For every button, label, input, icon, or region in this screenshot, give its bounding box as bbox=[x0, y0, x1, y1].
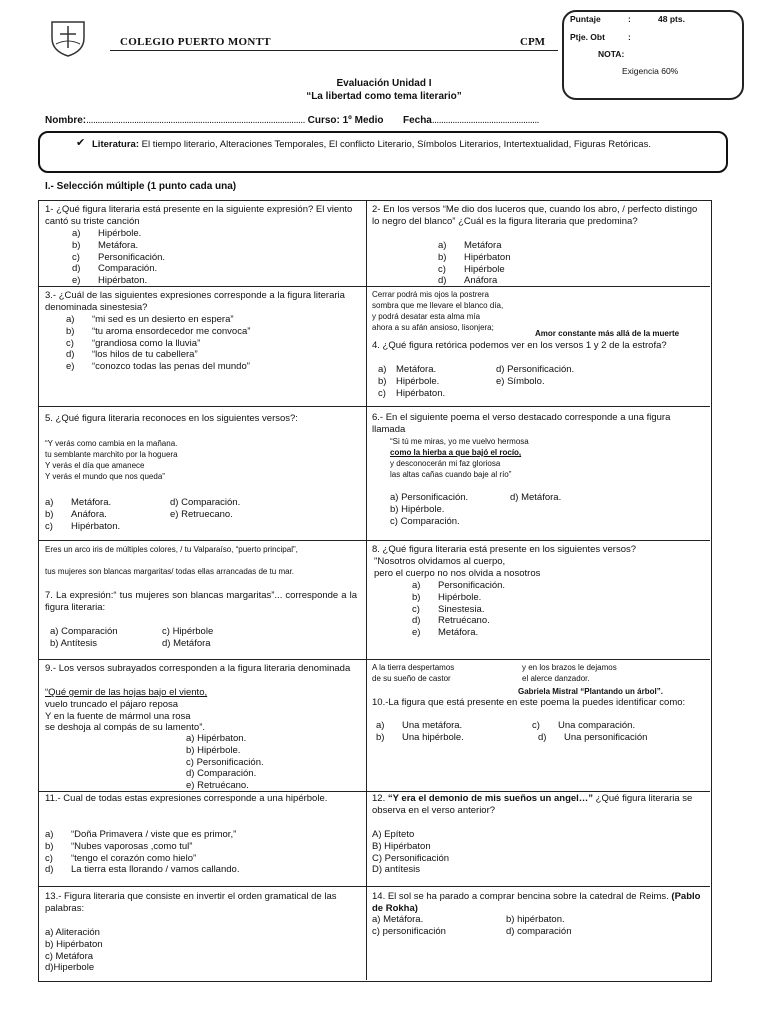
question-13: 13.- Figura literaria que consiste en invertir el orden gramatical de las palabras: bbox=[45, 891, 337, 914]
q6-options-left: a) Personificación. b) Hipérbole. c) Comparación. bbox=[390, 492, 469, 527]
q4-poem: Cerrar podrá mis ojos la postrera sombra que me llevare el blanco día, y podrá desatar esta alma mía ahora a su afán ansioso, lisonjera; bbox=[372, 290, 504, 332]
q8-options: a) Personificación. b) Hipérbole. c) Sinestesia. d) Retruécano. e) Metáfora. bbox=[412, 580, 506, 639]
q10-options-left: a) Una metáfora. b) Una hipérbole. bbox=[376, 720, 464, 743]
question-14: 14. El sol se ha parado a comprar bencina sobre la catedral de Reims. (Pablo de Rokha) bbox=[372, 891, 701, 914]
obtained-colon: : bbox=[628, 32, 631, 42]
school-code: CPM bbox=[520, 36, 546, 48]
student-info-line bbox=[45, 115, 539, 126]
q4-options-right: d) Personificación. e) Símbolo. bbox=[496, 364, 575, 387]
q7-options-left: a) Comparación b) Antítesis bbox=[50, 626, 118, 649]
column-divider bbox=[366, 200, 367, 980]
question-6: 6.- En el siguiente poema el verso destacado corresponde a una figura llamada bbox=[372, 412, 671, 435]
grade-label: NOTA: bbox=[598, 49, 625, 59]
q6-poem: “Si tú me miras, yo me vuelvo hermosa como la hierba a que bajó el rocío, y desconocerán mi faz gloriosa las altas cañas cuando baje al río” bbox=[390, 437, 529, 479]
row-divider bbox=[38, 540, 710, 541]
question-9: 9.- Los versos subrayados corresponden a la figura literaria denominada bbox=[45, 663, 351, 674]
name-label: Nombre: bbox=[45, 115, 87, 126]
q10-poem-right: y en los brazos le dejamos el alerce danzador. bbox=[522, 663, 617, 683]
section-title: I.- Selección múltiple (1 punto cada una) bbox=[45, 181, 237, 192]
row-divider bbox=[38, 791, 710, 792]
q11-options: a) “Doña Primavera / viste que es primor,” b) “Nubes vaporosas ,como tul” c) “tengo el corazón como hielo” d) La tierra esta llorando / vamos callando. bbox=[45, 829, 240, 876]
course-label: Curso: 1º Medio bbox=[307, 115, 384, 126]
q5-poem: “Y verás como cambia en la mañana. tu semblante marchito por la hoguera Y verás el día que amanece Y verás el mundo que nos queda” bbox=[45, 439, 178, 481]
school-crest-icon bbox=[48, 18, 88, 58]
date-field[interactable]: ............................................... bbox=[431, 115, 539, 126]
q9-poem: “Qué gemir de las hojas bajo el viento, vuelo truncado el pájaro reposa Y en la fuente de mármol una rosa se deshoja al compás de su lamento”. bbox=[45, 687, 208, 734]
question-7: 7. La expresión:“ tus mujeres son blancas margaritas”... corresponde a la figura literaria: bbox=[45, 590, 357, 613]
question-12: 12. “Y era el demonio de mis sueños un angel…” ¿Qué figura literaria se observa en el verso anterior? bbox=[372, 793, 693, 816]
q13-options: a) Aliteración b) Hipérbaton c) Metáfora d)Hiperbole bbox=[45, 927, 103, 974]
score-colon: : bbox=[628, 14, 631, 24]
question-2: 2- En los versos “Me dio dos luceros que, cuando los abro, / perfecto distingo lo negro del blanco” ¿Cuál es la figura literaria que predomina? bbox=[372, 204, 698, 227]
q4-options-left: a) Metáfora. b) Hipérbole. c) Hipérbaton. bbox=[378, 364, 446, 399]
q14-options-left: a) Metáfora. c) personificación bbox=[372, 914, 446, 937]
q1-options: a) Hipérbole. b) Metáfora. c) Personificación. d) Comparación. e) Hipérbaton. bbox=[72, 228, 166, 287]
q10-options-right: c) Una comparación. d) Una personificación bbox=[532, 720, 648, 743]
q7-options-right: c) Hipérbole d) Metáfora bbox=[162, 626, 214, 649]
q3-options: a) “mi sed es un desierto en espera” b) “tu aroma ensordecedor me convoca” c) “grandiosa como la lluvia” d) “los hilos de tu cabellera” e) “conozco todas las penas del mundo” bbox=[66, 314, 251, 373]
q10-author: Gabriela Mistral “Plantando un árbol”. bbox=[518, 687, 663, 696]
date-label: Fecha bbox=[402, 115, 432, 126]
topics-text: Literatura: El tiempo literario, Alteraciones Temporales, El conflicto Literario, Símbolos Literarios, Intertextualidad, Figuras Retóricas. bbox=[92, 139, 651, 150]
q5-options-right: d) Comparación. e) Retruecano. bbox=[170, 497, 241, 520]
requirement-label: Exigencia 60% bbox=[622, 66, 679, 76]
row-divider bbox=[38, 406, 710, 407]
q2-options: a) Metáfora b) Hipérbaton c) Hipérbole d) Anáfora bbox=[438, 240, 511, 287]
question-1: 1- ¿Qué figura literaria está presente en la siguiente expresión? El viento cantó su triste canción bbox=[45, 204, 353, 227]
exam-title: Evaluación Unidad I bbox=[336, 78, 432, 89]
q4-poem-title: Amor constante más allá de la muerte bbox=[535, 329, 680, 338]
q8-poem: "Nosotros olvidamos al cuerpo, pero el cuerpo no nos olvida a nosotros bbox=[374, 556, 541, 579]
q7-poem-line-2: tus mujeres son blancas margaritas/ todas ellas arrancadas de tu mar. bbox=[45, 567, 295, 576]
q5-options-left: a) Metáfora. b) Anáfora. c) Hipérbaton. bbox=[45, 497, 121, 532]
q6-options-right: d) Metáfora. bbox=[510, 492, 562, 503]
q14-options-right: b) hipérbaton. d) comparación bbox=[506, 914, 572, 937]
q12-options: A) Epíteto B) Hipérbaton C) Personificación D) antítesis bbox=[372, 829, 450, 876]
question-8: 8. ¿Qué figura literaria está presente en los siguientes versos? bbox=[372, 544, 637, 555]
question-11: 11.- Cual de todas estas expresiones corresponde a una hipérbole. bbox=[45, 793, 328, 804]
row-divider bbox=[38, 886, 710, 887]
header-rule bbox=[110, 50, 558, 51]
question-5: 5. ¿Qué figura literaria reconoces en los siguientes versos?: bbox=[45, 413, 298, 424]
question-10: 10.-La figura que está presente en este poema la puedes identificar como: bbox=[372, 697, 686, 708]
question-4: 4. ¿Qué figura retórica podemos ver en los versos 1 y 2 de la estrofa? bbox=[372, 340, 667, 351]
exam-subtitle: “La libertad como tema literario” bbox=[306, 91, 462, 102]
q10-poem-left: A la tierra despertamos de su sueño de castor bbox=[372, 663, 455, 683]
row-divider bbox=[38, 659, 710, 660]
score-label: Puntaje bbox=[570, 14, 601, 24]
checkmark-icon: ✔ bbox=[76, 137, 86, 149]
name-field[interactable]: ................................................................................................ bbox=[86, 115, 305, 126]
q7-poem-line-1: Eres un arco iris de múltiples colores, / tu Valparaíso, “puerto principal”, bbox=[45, 545, 298, 554]
obtained-label: Ptje. Obt bbox=[570, 32, 605, 42]
q9-options: a) Hipérbaton. b) Hipérbole. c) Personificación. d) Comparación. e) Retruécano. bbox=[186, 733, 264, 792]
score-value: 48 pts. bbox=[658, 14, 685, 24]
question-3: 3.- ¿Cuál de las siguientes expresiones corresponde a la figura literaria denominada sinestesia? bbox=[45, 290, 345, 313]
school-name: COLEGIO PUERTO MONTT bbox=[120, 36, 271, 48]
